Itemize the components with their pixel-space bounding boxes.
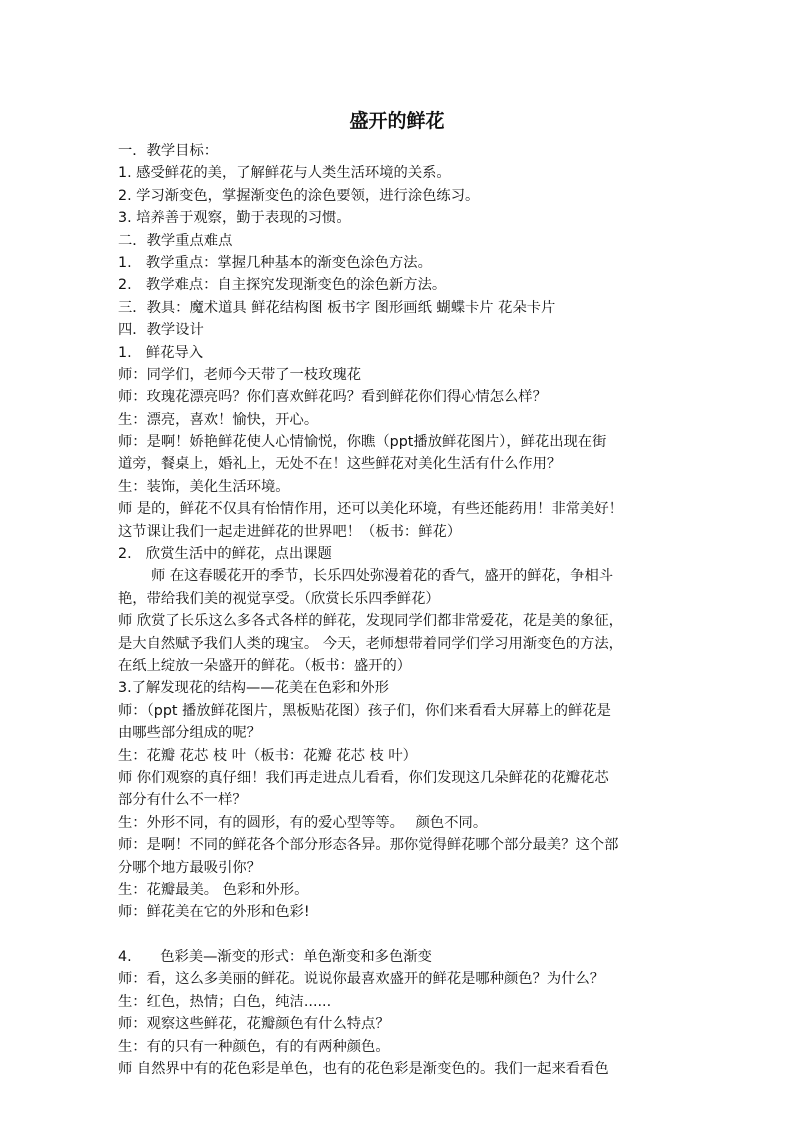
text-line: 2. 教学难点：自主探究发现渐变色的涂色新方法。 [118,277,447,294]
text-line: 生：花瓣 花芯 枝 叶（板书：花瓣 花芯 枝 叶） [118,747,417,764]
subsection-heading: 4. 色彩美—渐变的形式：单色渐变和多色渐变 [118,949,432,966]
text-line: 1. 感受鲜花的美，了解鲜花与人类生活环境的关系。 [118,165,451,182]
text-line: 师 自然界中有的花色彩是单色，也有的花色彩是渐变色的。我们一起来看看色 [118,1061,609,1078]
section-heading: 三．教具：魔术道具 鲜花结构图 板书字 图形画纸 蝴蝶卡片 花朵卡片 [118,299,556,316]
text-line: 生：有的只有一种颜色，有的有两种颜色。 [118,1038,390,1055]
text-line: 部分有什么不一样？ [118,792,247,809]
section-heading: 二．教学重点难点 [118,232,233,249]
text-line: 在纸上绽放一朵盛开的鲜花。（板书：盛开的） [118,657,412,674]
text-line: 师 欣赏了长乐这么多各式各样的鲜花，发现同学们都非常爱花，花是美的象征， [118,613,623,630]
text-line: 师：是啊！娇艳鲜花使人心情愉悦，你瞧（ppt播放鲜花图片），鲜花出现在街 [118,434,607,451]
text-line: 生：装饰，美化生活环境。 [118,478,290,495]
text-line: 由哪些部分组成的呢？ [118,725,261,742]
subsection-heading: 3.了解发现花的结构——花美在色彩和外形 [118,680,389,697]
text-line: 生：花瓣最美。 色彩和外形。 [118,881,309,898]
text-line: 师：看，这么多美丽的鲜花。说说你最喜欢盛开的鲜花是哪种颜色？为什么？ [118,971,605,988]
text-line: 3. 培养善于观察，勤于表现的习惯。 [118,210,351,227]
document-title: 盛开的鲜花 [349,110,445,132]
text-line: 师 是的，鲜花不仅具有怡情作用，还可以美化环境，有些还能药用！非常美好！ [118,501,623,518]
section-heading: 一．教学目标： [118,143,219,159]
text-line: 师 在这春暖花开的季节，长乐四处弥漫着花的香气，盛开的鲜花，争相斗 [151,568,614,585]
text-line: 师：鲜花美在它的外形和色彩! [118,904,310,921]
text-line: 1. 教学重点：掌握几种基本的渐变色涂色方法。 [118,254,432,271]
text-line: 艳，带给我们美的视觉享受。（欣赏长乐四季鲜花） [118,590,440,607]
text-line: 2. 学习渐变色，掌握渐变色的涂色要领，进行涂色练习。 [118,187,480,204]
document-body [118,140,676,1080]
text-line: 师 你们观察的真仔细！我们再走进点儿看看，你们发现这几朵鲜花的花瓣花芯 [118,769,609,786]
text-line: 生：红色，热情；白色，纯洁...... [118,993,332,1010]
section-heading: 四．教学设计 [118,322,204,339]
text-line: 师：玫瑰花漂亮吗？你们喜欢鲜花吗？看到鲜花你们得心情怎么样？ [118,389,547,406]
text-line: 生：漂亮，喜欢！愉快，开心。 [118,411,319,428]
text-line: 师：（ppt 播放鲜花图片，黑板贴花图）孩子们，你们来看看大屏幕上的鲜花是 [118,702,611,719]
subsection-heading: 1. 鲜花导入 [118,344,204,361]
subsection-heading: 2. 欣赏生活中的鲜花，点出课题 [118,546,332,563]
text-line: 师：是啊！不同的鲜花各个部分形态各异。那你觉得鲜花哪个部分最美？这个部 [118,837,619,854]
text-line: 师：观察这些鲜花，花瓣颜色有什么特点？ [118,1016,390,1033]
blank-line [118,924,676,946]
text-line: 是大自然赋予我们人类的瑰宝。 今天，老师想带着同学们学习用渐变色的方法， [118,635,623,652]
text-line: 师：同学们，老师今天带了一枝玫瑰花 [118,366,362,383]
text-line: 这节课让我们一起走进鲜花的世界吧！（板书：鲜花） [118,523,462,540]
text-line: 分哪个地方最吸引你？ [118,859,261,876]
text-line: 生：外形不同，有的圆形，有的爱心型等等。 颜色不同。 [118,814,488,831]
text-line: 道旁，餐桌上，婚礼上，无处不在！这些鲜花对美化生活有什么作用？ [118,456,562,473]
